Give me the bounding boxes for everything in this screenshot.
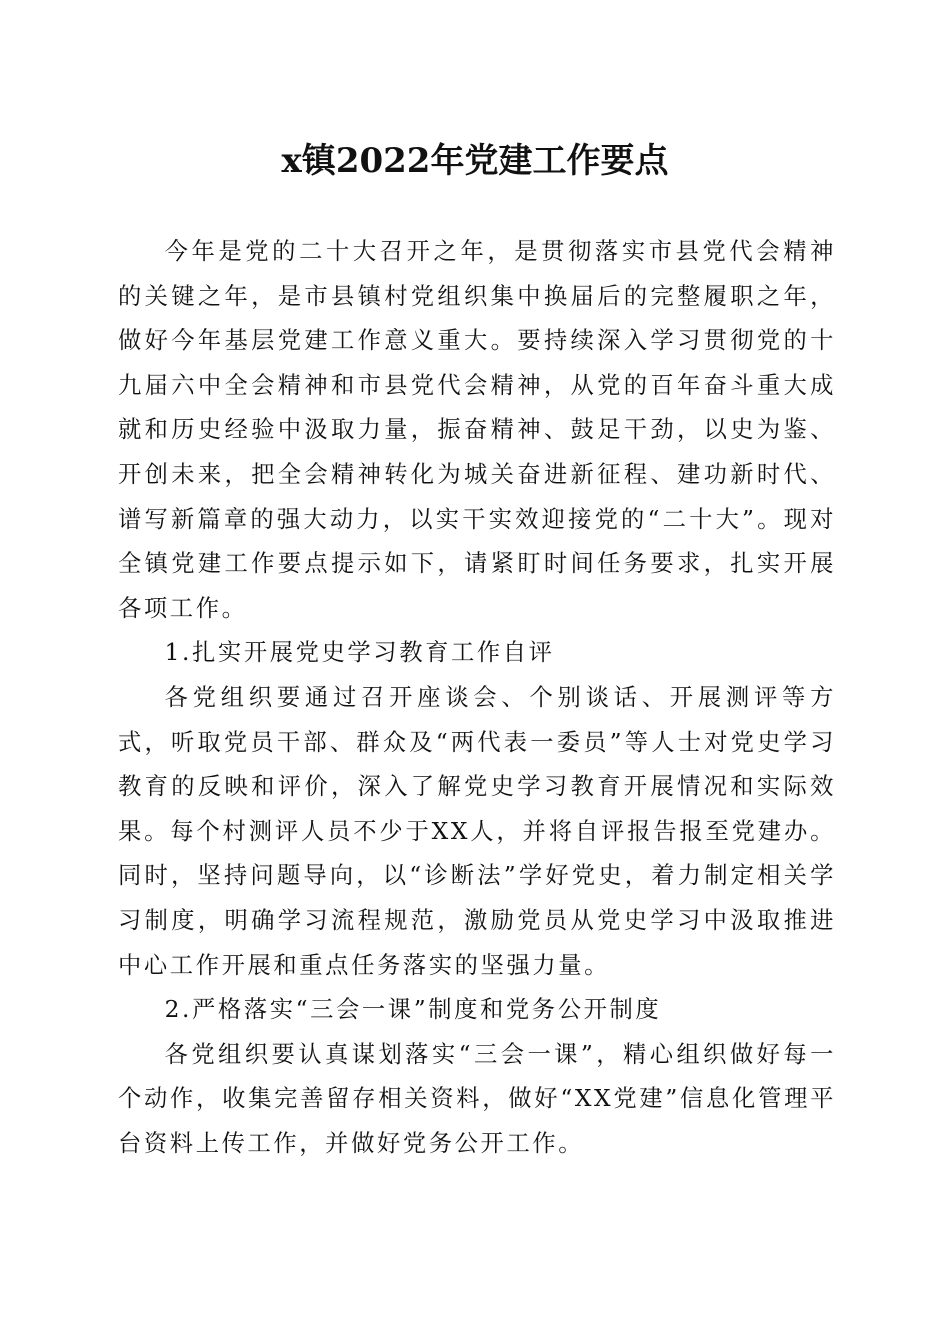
document-body: [118, 230, 836, 1166]
section-2-paragraph: 各党组织要认真谋划落实“三会一课”，精心组织做好每一个动作，收集完善留存相关资料，做好“XX党建”信息化管理平台资料上传工作，并做好党务公开工作。: [118, 1040, 836, 1157]
document-title: x镇2022年党建工作要点: [281, 141, 669, 181]
section-heading-1: 1.扎实开展党史学习教育工作自评: [164, 639, 555, 667]
section-1-paragraph: 各党组织要通过召开座谈会、个别谈话、开展测评等方式，听取党员干部、群众及“两代表一委员”等人士对党史学习教育的反映和评价，深入了解党史学习教育开展情况和实际效果。每个村测评人员不少于XX人，并将自评报告报至党建办。同时，坚持问题导向，以“诊断法”学好党史，着力制定相关学习制度，明确学习流程规范，激励党员从党史学习中汲取推进中心工作开展和重点任务落实的坚强力量。: [118, 683, 836, 979]
intro-paragraph: 今年是党的二十大召开之年，是贯彻落实市县党代会精神的关键之年，是市县镇村党组织集中换届后的完整履职之年，做好今年基层党建工作意义重大。要持续深入学习贯彻党的十九届六中全会精神和市县党代会精神，从党的百年奋斗重大成就和历史经验中汲取力量，振奋精神、鼓足干劲，以史为鉴、开创未来，把全会精神转化为城关奋进新征程、建功新时代、谱写新篇章的强大动力，以实干实效迎接党的“二十大”。现对全镇党建工作要点提示如下，请紧盯时间任务要求，扎实开展各项工作。: [118, 238, 836, 622]
section-heading-2: 2.严格落实“三会一课”制度和党务公开制度: [164, 996, 662, 1024]
